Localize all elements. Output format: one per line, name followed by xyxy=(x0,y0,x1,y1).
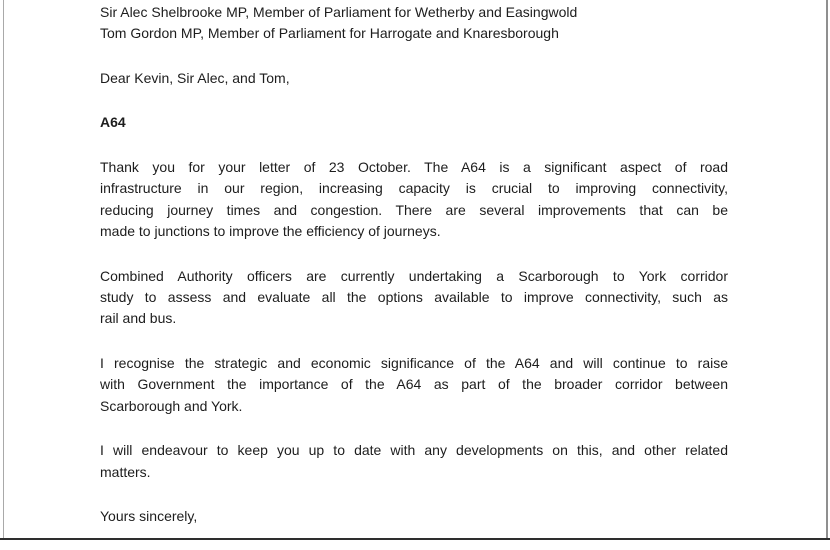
paragraph-1-line-1: Thank you for your letter of 23 October. The A64 is a significant aspect of road xyxy=(100,158,728,175)
paragraph-4 xyxy=(100,440,728,483)
paragraph-3 xyxy=(100,353,728,417)
paragraph-1-line-3: reducing journey times and congestion. There are several improvements that can be xyxy=(100,201,728,218)
paragraph-2 xyxy=(100,266,728,330)
paragraph-4-line-1: I will endeavour to keep you up to date with any developments on this, and other related xyxy=(100,442,728,459)
paragraph-3-line-2: with Government the importance of the A64 as part of the broader corridor between xyxy=(100,376,728,393)
paragraph-3-line-3: Scarborough and York. xyxy=(100,397,243,414)
salutation: Dear Kevin, Sir Alec, and Tom, xyxy=(100,69,290,86)
recipient-line-2: Tom Gordon MP, Member of Parliament for Harrogate and Knaresborough xyxy=(100,25,559,42)
recipient-block xyxy=(100,2,728,45)
salutation-block xyxy=(100,68,728,89)
paragraph-2-line-1: Combined Authority officers are currently undertaking a Scarborough to York corridor xyxy=(100,267,728,284)
recipient-line-1: Sir Alec Shelbrooke MP, Member of Parliament for Wetherby and Easingwold xyxy=(100,4,578,20)
paragraph-2-line-3: rail and bus. xyxy=(100,310,177,327)
closing-block xyxy=(100,506,728,527)
paragraph-4-line-2: matters. xyxy=(100,463,151,480)
subject-block xyxy=(100,112,728,133)
paragraph-3-line-1: I recognise the strategic and economic significance of the A64 and will continue to raise xyxy=(100,354,728,371)
paragraph-1-line-4: made to junctions to improve the efficiency of journeys. xyxy=(100,223,441,240)
paragraph-2-line-2: study to assess and evaluate all the options available to improve connectivity, such as xyxy=(100,288,728,305)
closing: Yours sincerely, xyxy=(100,508,198,524)
page-edge-left xyxy=(3,0,4,540)
page-edge-right xyxy=(826,0,828,540)
subject-heading: A64 xyxy=(100,114,126,131)
paragraph-1 xyxy=(100,157,728,243)
paragraph-1-line-2: infrastructure in our region, increasing capacity is crucial to improving connectivity, xyxy=(100,180,728,197)
letter-body xyxy=(100,2,728,550)
